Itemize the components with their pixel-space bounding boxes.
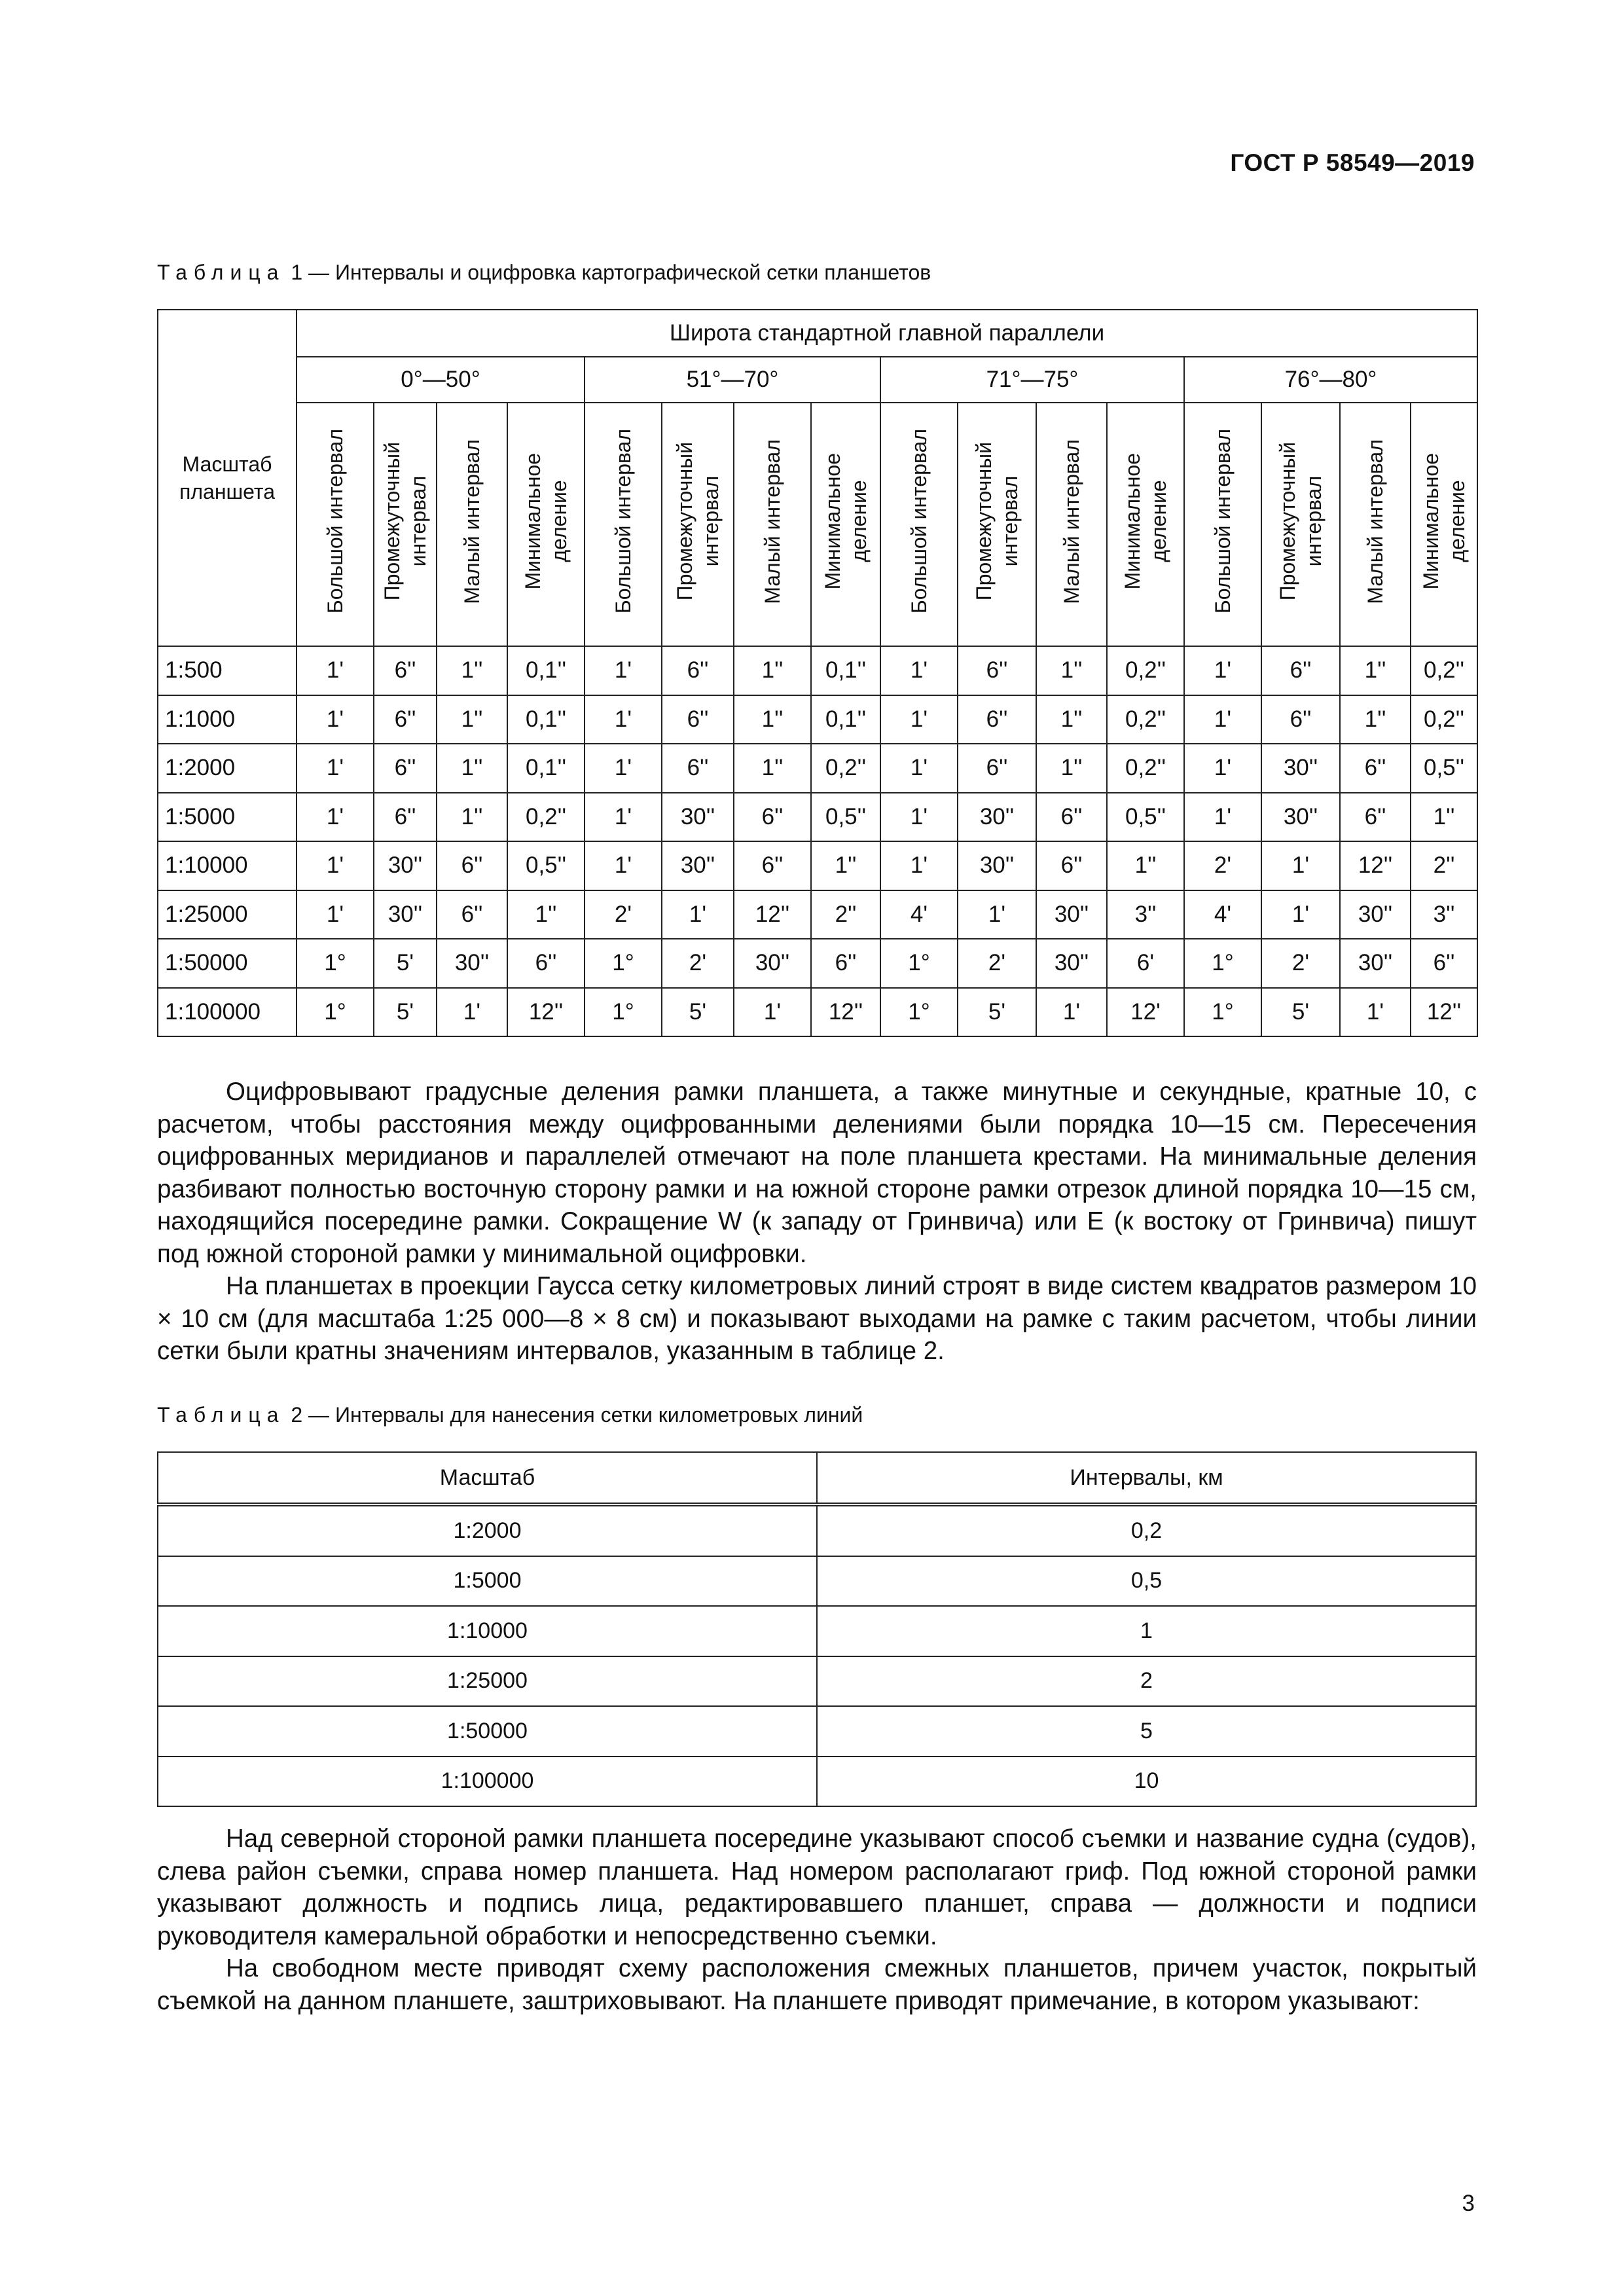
- interval-cell: 6'': [734, 793, 811, 842]
- interval-subheader-text: Минимальное деление: [1419, 453, 1469, 590]
- interval-cell: 1'': [437, 744, 507, 793]
- interval-cell: 0,2'': [1411, 646, 1477, 695]
- table2-body: [158, 1504, 1476, 1806]
- text-block-2: [157, 1823, 1477, 2017]
- interval-cell: 1'': [437, 695, 507, 744]
- table2-interval-cell: 0,2: [817, 1504, 1476, 1556]
- table2-interval-cell: 2: [817, 1656, 1476, 1707]
- table2-caption-label: Таблица: [157, 1403, 285, 1427]
- interval-subheader-text: Промежуточный интервал: [673, 442, 723, 601]
- scale-column-header-text: Масштаб планшета: [179, 452, 275, 503]
- interval-cell: 30'': [734, 939, 811, 988]
- interval-cell: 30'': [1036, 890, 1107, 939]
- interval-cell: 0,2'': [1107, 744, 1184, 793]
- interval-cell: 4': [1184, 890, 1261, 939]
- scale-cell: 1:25000: [158, 890, 297, 939]
- interval-cell: 1': [734, 988, 811, 1037]
- page-number: 3: [1462, 2191, 1475, 2216]
- interval-cell: 30'': [374, 841, 437, 890]
- interval-cell: 1°: [585, 939, 662, 988]
- interval-cell: 6'': [958, 646, 1036, 695]
- interval-cell: 1'': [734, 744, 811, 793]
- interval-cell: 0,1'': [507, 744, 585, 793]
- table2-caption-text: 2 — Интервалы для нанесения сетки километровых линий: [285, 1403, 863, 1427]
- interval-cell: 1'': [1107, 841, 1184, 890]
- interval-cell: 1°: [297, 988, 374, 1037]
- interval-cell: 1': [437, 988, 507, 1037]
- table-row: [158, 1656, 1476, 1707]
- table-row: [158, 939, 1477, 988]
- scale-cell: 1:50000: [158, 939, 297, 988]
- table2-interval-cell: 1: [817, 1606, 1476, 1656]
- interval-subheader: [1261, 403, 1340, 646]
- table2-interval-cell: 5: [817, 1706, 1476, 1757]
- interval-cell: 0,1'': [507, 695, 585, 744]
- interval-subheader: [734, 403, 811, 646]
- paragraph: На свободном месте приводят схему расположения смежных планшетов, причем участок, покрытый съемкой на данном планшете, заштриховывают. На планшете приводят примечание, в котором указывают:: [157, 1954, 1477, 2015]
- table2-caption: [157, 1403, 863, 1427]
- interval-cell: 1': [1184, 744, 1261, 793]
- interval-cell: 1': [297, 793, 374, 842]
- interval-cell: 3'': [1411, 890, 1477, 939]
- interval-subheader: [437, 403, 507, 646]
- interval-cell: 30'': [1036, 939, 1107, 988]
- interval-cell: 30'': [662, 793, 734, 842]
- table2-scale-cell: 1:5000: [158, 1556, 817, 1607]
- interval-cell: 6'': [374, 793, 437, 842]
- interval-cell: 12'': [734, 890, 811, 939]
- interval-cell: 1': [880, 646, 958, 695]
- interval-cell: 1°: [880, 939, 958, 988]
- table1: [157, 309, 1478, 1037]
- interval-cell: 1': [1184, 695, 1261, 744]
- interval-subheader: [1340, 403, 1411, 646]
- interval-cell: 0,5'': [811, 793, 880, 842]
- interval-cell: 1': [1184, 793, 1261, 842]
- interval-cell: 2': [585, 890, 662, 939]
- interval-cell: 1': [1261, 890, 1340, 939]
- interval-cell: 1°: [585, 988, 662, 1037]
- interval-subheader: [1107, 403, 1184, 646]
- interval-subheader-text: Промежуточный интервал: [1276, 442, 1326, 601]
- interval-cell: 1': [297, 744, 374, 793]
- interval-cell: 6'': [374, 695, 437, 744]
- scale-column-header: [158, 310, 297, 646]
- scale-cell: 1:5000: [158, 793, 297, 842]
- table2-header-interval: Интервалы, км: [817, 1452, 1476, 1504]
- interval-cell: 5': [374, 988, 437, 1037]
- interval-cell: 5': [374, 939, 437, 988]
- interval-cell: 1'': [811, 841, 880, 890]
- interval-cell: 1': [1340, 988, 1411, 1037]
- interval-subheader: [507, 403, 585, 646]
- interval-cell: 1': [585, 841, 662, 890]
- interval-cell: 12'': [811, 988, 880, 1037]
- table2-scale-cell: 1:50000: [158, 1706, 817, 1757]
- interval-cell: 12'': [507, 988, 585, 1037]
- interval-cell: 1': [297, 646, 374, 695]
- interval-subheader-text: Большой интервал: [323, 429, 347, 614]
- interval-subheader-text: Минимальное деление: [821, 453, 871, 590]
- interval-subheader: [1036, 403, 1107, 646]
- interval-cell: 1'': [1036, 744, 1107, 793]
- interval-cell: 0,5'': [507, 841, 585, 890]
- interval-subheader: [811, 403, 880, 646]
- interval-cell: 2': [662, 939, 734, 988]
- table1-caption: [157, 261, 931, 285]
- interval-cell: 1': [297, 841, 374, 890]
- interval-cell: 5': [958, 988, 1036, 1037]
- interval-cell: 6'': [1036, 793, 1107, 842]
- interval-cell: 1'': [1036, 646, 1107, 695]
- interval-subheader-text: Промежуточный интервал: [972, 442, 1022, 601]
- interval-cell: 6'': [1411, 939, 1477, 988]
- table1-caption-label: Таблица: [157, 261, 285, 284]
- interval-cell: 1': [880, 695, 958, 744]
- interval-cell: 0,1'': [811, 646, 880, 695]
- interval-cell: 2': [1261, 939, 1340, 988]
- table-row: [158, 1757, 1476, 1807]
- interval-cell: 1°: [297, 939, 374, 988]
- interval-cell: 2': [1184, 841, 1261, 890]
- interval-cell: 6'': [811, 939, 880, 988]
- table1-caption-text: 1 — Интервалы и оцифровка картографической сетки планшетов: [285, 261, 931, 284]
- interval-cell: 6'': [662, 646, 734, 695]
- interval-cell: 6'': [1036, 841, 1107, 890]
- interval-cell: 1': [1184, 646, 1261, 695]
- table2-scale-cell: 1:100000: [158, 1757, 817, 1807]
- interval-cell: 1'': [734, 695, 811, 744]
- interval-cell: 30'': [1340, 939, 1411, 988]
- interval-cell: 1'': [1340, 695, 1411, 744]
- table2-scale-cell: 1:10000: [158, 1606, 817, 1656]
- interval-cell: 0,2'': [507, 793, 585, 842]
- interval-cell: 6'': [1261, 695, 1340, 744]
- interval-cell: 1'': [437, 793, 507, 842]
- interval-subheader-text: Минимальное деление: [521, 453, 571, 590]
- interval-subheader-text: Малый интервал: [1060, 439, 1083, 604]
- latitude-band-header: 0°—50°: [297, 357, 585, 403]
- interval-cell: 1': [880, 841, 958, 890]
- interval-subheader-text: Малый интервал: [460, 439, 484, 604]
- paragraph: Оцифровывают градусные деления рамки планшета, а также минутные и секундные, кратные 10, с расчетом, чтобы расстояния между оцифрованными делениями были порядка 10—15 см. Пересечения оцифрованных меридианов и параллелей отмечают на поле планшета крестами. На минимальные деления разбивают полностью восточную сторону рамки и на южной стороне рамки отрезок длиной порядка 10—15 см, находящийся посередине рамки. Сокращение W (к западу от Гринвича) или E (к востоку от Гринвича) пишут под южной стороной рамки у минимальной оцифровки.: [157, 1078, 1477, 1268]
- interval-cell: 12': [1107, 988, 1184, 1037]
- interval-cell: 1': [1261, 841, 1340, 890]
- interval-subheader-text: Большой интервал: [907, 429, 931, 614]
- paragraph: Над северной стороной рамки планшета посередине указывают способ съемки и название судна (судов), слева район съемки, справа номер планшета. Над номером располагают гриф. Под южной стороной рамки указывают должность и подпись лица, редактировавшего планшет, справа — должности и подписи руководителя камеральной обработки и непосредственно съемки.: [157, 1825, 1477, 1950]
- interval-cell: 12'': [1411, 988, 1477, 1037]
- interval-cell: 0,5'': [1411, 744, 1477, 793]
- interval-cell: 2'': [1411, 841, 1477, 890]
- interval-cell: 6'': [1340, 793, 1411, 842]
- table-row: [158, 1606, 1476, 1656]
- interval-subheader: [1184, 403, 1261, 646]
- latitude-band-header: 51°—70°: [585, 357, 880, 403]
- interval-cell: 0,1'': [507, 646, 585, 695]
- interval-cell: 6'': [958, 744, 1036, 793]
- table-row: [158, 646, 1477, 695]
- table-row: [158, 744, 1477, 793]
- table2-header-scale: Масштаб: [158, 1452, 817, 1504]
- interval-cell: 1'': [1036, 695, 1107, 744]
- interval-subheader-text: Минимальное деление: [1121, 453, 1170, 590]
- interval-cell: 1°: [1184, 939, 1261, 988]
- interval-cell: 1': [585, 793, 662, 842]
- interval-cell: 5': [662, 988, 734, 1037]
- interval-cell: 6'': [734, 841, 811, 890]
- interval-subheader: [374, 403, 437, 646]
- interval-cell: 6'': [374, 646, 437, 695]
- interval-cell: 1': [958, 890, 1036, 939]
- interval-cell: 0,2'': [1411, 695, 1477, 744]
- interval-cell: 1': [662, 890, 734, 939]
- interval-cell: 0,2'': [1107, 695, 1184, 744]
- interval-cell: 0,1'': [811, 695, 880, 744]
- interval-subheader-text: Малый интервал: [1363, 439, 1387, 604]
- interval-cell: 30'': [1340, 890, 1411, 939]
- interval-subheader: [585, 403, 662, 646]
- paragraph: На планшетах в проекции Гаусса сетку километровых линий строят в виде систем квадратов размером 10 × 10 см (для масштаба 1:25 000—8 × 8 см) и показывают выходами на рамке с таким расчетом, чтобы линии сетки были кратны значениям интервалов, указанным в таблице 2.: [157, 1272, 1477, 1365]
- interval-cell: 1': [880, 744, 958, 793]
- interval-subheader: [297, 403, 374, 646]
- interval-cell: 30'': [958, 841, 1036, 890]
- interval-subheader: [880, 403, 958, 646]
- interval-cell: 1°: [1184, 988, 1261, 1037]
- latitude-group-header: Широта стандартной главной параллели: [297, 310, 1477, 357]
- table-row: [158, 1706, 1476, 1757]
- table-row: [158, 841, 1477, 890]
- interval-cell: 6'': [662, 744, 734, 793]
- interval-cell: 0,2'': [1107, 646, 1184, 695]
- table2-scale-cell: 1:25000: [158, 1656, 817, 1707]
- table-row: [158, 890, 1477, 939]
- latitude-band-header: 76°—80°: [1184, 357, 1477, 403]
- interval-cell: 1'': [437, 646, 507, 695]
- table-row: [158, 1556, 1476, 1607]
- table2-interval-cell: 0,5: [817, 1556, 1476, 1607]
- interval-cell: 6'': [958, 695, 1036, 744]
- table-row: [158, 695, 1477, 744]
- interval-cell: 1'': [507, 890, 585, 939]
- interval-cell: 1'': [734, 646, 811, 695]
- interval-cell: 0,5'': [1107, 793, 1184, 842]
- interval-cell: 1': [297, 890, 374, 939]
- interval-cell: 1': [297, 695, 374, 744]
- interval-cell: 6': [1107, 939, 1184, 988]
- interval-cell: 30'': [662, 841, 734, 890]
- table2: [157, 1451, 1477, 1807]
- interval-cell: 2'': [811, 890, 880, 939]
- interval-cell: 6'': [437, 841, 507, 890]
- interval-cell: 6'': [507, 939, 585, 988]
- table-row: [158, 988, 1477, 1037]
- interval-cell: 1': [880, 793, 958, 842]
- interval-cell: 1': [585, 695, 662, 744]
- interval-cell: 30'': [1261, 793, 1340, 842]
- text-block-1: [157, 1076, 1477, 1368]
- interval-cell: 1': [1036, 988, 1107, 1037]
- scale-cell: 1:10000: [158, 841, 297, 890]
- interval-cell: 6'': [662, 695, 734, 744]
- table1-body: [158, 646, 1477, 1036]
- interval-cell: 6'': [1340, 744, 1411, 793]
- interval-cell: 4': [880, 890, 958, 939]
- interval-subheader-text: Большой интервал: [1211, 429, 1235, 614]
- interval-cell: 12'': [1340, 841, 1411, 890]
- interval-cell: 6'': [1261, 646, 1340, 695]
- interval-cell: 6'': [374, 744, 437, 793]
- interval-cell: 6'': [437, 890, 507, 939]
- interval-cell: 0,2'': [811, 744, 880, 793]
- interval-cell: 30'': [374, 890, 437, 939]
- scale-cell: 1:100000: [158, 988, 297, 1037]
- table-row: [158, 793, 1477, 842]
- interval-subheader: [1411, 403, 1477, 646]
- interval-cell: 1': [585, 744, 662, 793]
- table2-interval-cell: 10: [817, 1757, 1476, 1807]
- table2-scale-cell: 1:2000: [158, 1504, 817, 1556]
- interval-cell: 1'': [1340, 646, 1411, 695]
- interval-cell: 5': [1261, 988, 1340, 1037]
- scale-cell: 1:500: [158, 646, 297, 695]
- document-code: ГОСТ Р 58549—2019: [1230, 149, 1475, 176]
- interval-cell: 2': [958, 939, 1036, 988]
- latitude-band-header: 71°—75°: [880, 357, 1184, 403]
- scale-cell: 1:2000: [158, 744, 297, 793]
- interval-cell: 1°: [880, 988, 958, 1037]
- interval-subheader-text: Промежуточный интервал: [380, 442, 430, 601]
- interval-cell: 30'': [437, 939, 507, 988]
- interval-subheader: [958, 403, 1036, 646]
- interval-cell: 30'': [1261, 744, 1340, 793]
- scale-cell: 1:1000: [158, 695, 297, 744]
- interval-cell: 1': [585, 646, 662, 695]
- interval-cell: 1'': [1411, 793, 1477, 842]
- table1-header: [158, 310, 1477, 646]
- interval-cell: 30'': [958, 793, 1036, 842]
- interval-subheader-text: Большой интервал: [611, 429, 635, 614]
- interval-subheader: [662, 403, 734, 646]
- table-row: [158, 1504, 1476, 1556]
- interval-subheader-text: Малый интервал: [761, 439, 784, 604]
- interval-cell: 3'': [1107, 890, 1184, 939]
